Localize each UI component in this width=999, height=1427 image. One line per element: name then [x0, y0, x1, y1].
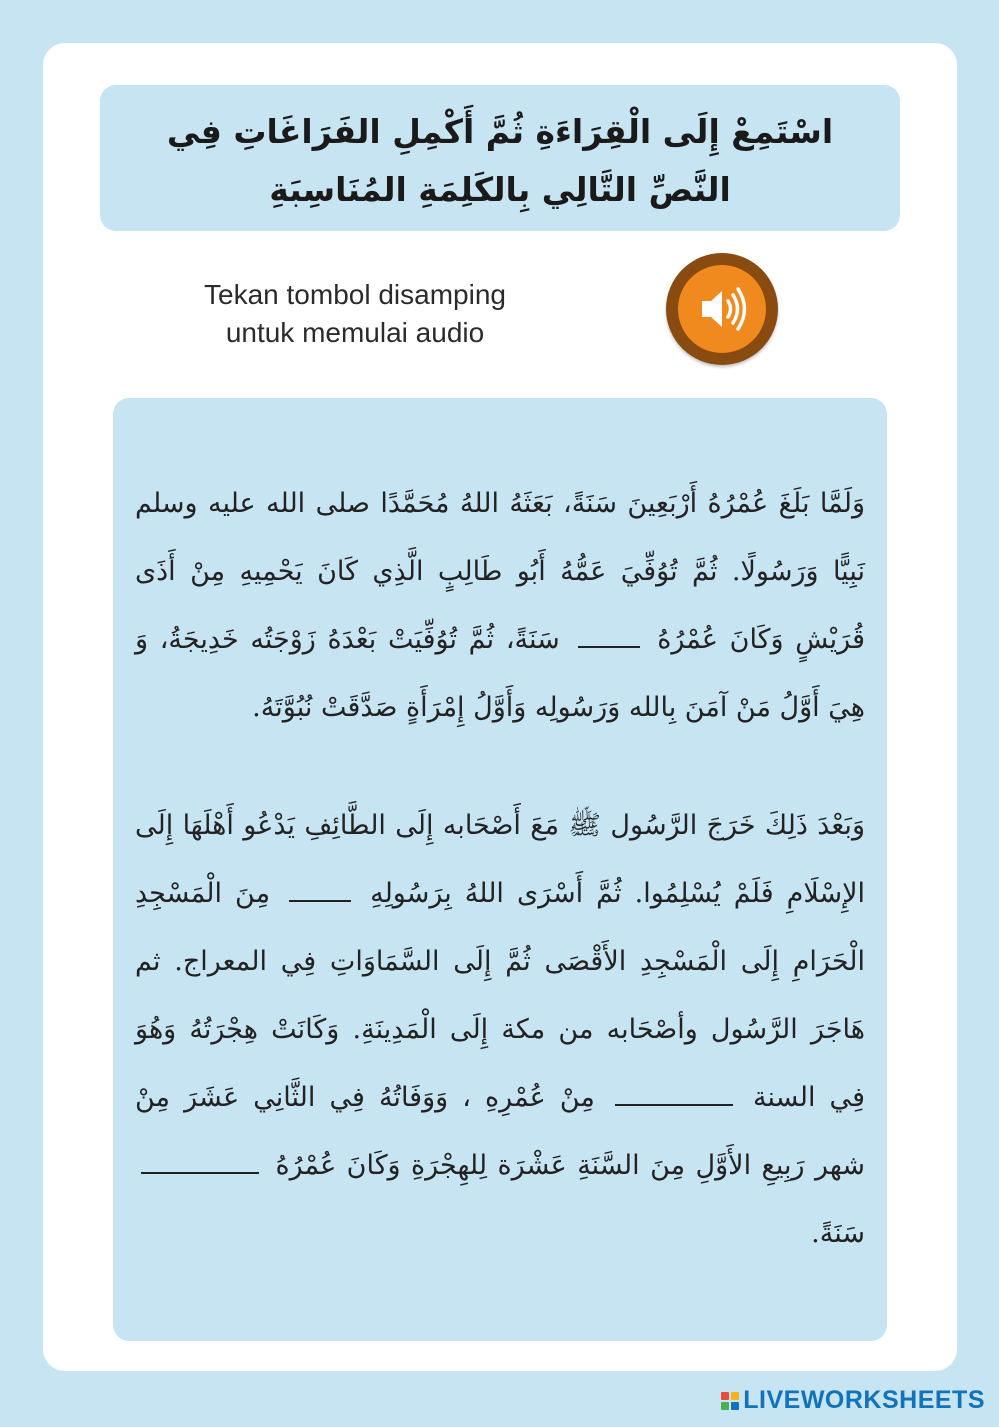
brand-name: LIVEWORKSHEETS	[743, 1386, 985, 1414]
audio-button-face	[678, 265, 766, 353]
logo-square	[731, 1392, 739, 1400]
passage-text: وَبَعْدَ ذَلِكَ خَرَجَ الرَّسُول ﷺ مَعَ أَصْحَابه إِلَى الطَّائِفِ يَدْعُو أَهْلَهَا إِلَى الإِسْلَامِ فَلَمْ يُسْلِمُوا. ثُمَّ أَسْرَى اللهُ بِرَسُولِهِ	[135, 810, 865, 909]
passage-paragraph-2	[135, 792, 865, 1268]
passage-text: سَنَةً.	[811, 1218, 865, 1249]
answer-blank-3[interactable]	[615, 1102, 733, 1106]
passage-text: سَنَةً، ثُمَّ تُوُفِّيَتْ بَعْدَهُ زَوْجَتُه خَدِيجَةُ، وَ هِيَ أَوَّلُ مَنْ آمَنَ بِالله وَرَسُولِه وَأَوَّلُ إِمْرَأَةٍ صَدَّقَتْ نُبُوَّتَهُ.	[135, 624, 865, 723]
liveworksheets-footer	[721, 1386, 985, 1415]
answer-blank-1[interactable]	[578, 644, 640, 648]
answer-blank-4[interactable]	[141, 1170, 259, 1174]
passage-text: مِنَ الْمَسْجِدِ الْحَرَامِ إِلَى الْمَسْجِدِ الأَقْصَى ثُمَّ إِلَى السَّمَاوَاتِ فِي المعراج. ثم هَاجَرَ الرَّسُول وأصْحَابه من مكة إِلَى الْمَدِينَةِ. وَكَانَتْ هِجْرَتُهُ وَهُوَ فِي السنة	[135, 878, 865, 1113]
logo-square	[731, 1402, 739, 1410]
logo-square	[721, 1402, 729, 1410]
audio-instruction	[150, 276, 560, 352]
passage-text: مِنْ عُمْرِهِ ، وَوَفَاتُهُ فِي الثَّانِي عَشَرَ مِنْ شهر رَبِيعِ الأَوَّلِ مِنَ السَّنَةِ عَشْرَة لِلهِجْرَةِ وَكَانَ عُمْرُهُ	[135, 1082, 865, 1181]
audio-instruction-line-2: untuk memulai audio	[225, 317, 485, 348]
instruction-title-box	[100, 85, 900, 231]
passage-text: وَلَمَّا بَلَغَ عُمْرُهُ أَرْبَعِينَ سَنَةً، بَعَثَهُ اللهُ مُحَمَّدًا صلى الله عليه وسلم نَبِيًّا وَرَسُولًا. ثُمَّ تُوُفِّيَ عَمُّهُ أَبُو طَالِبٍ الَّذِي كَانَ يَحْمِيهِ مِنْ أَذَى قُرَيْشٍ وَكَانَ عُمْرُهُ	[135, 488, 865, 655]
reading-passage	[113, 398, 887, 1341]
answer-blank-2[interactable]	[289, 898, 351, 902]
liveworksheets-logo-icon	[721, 1392, 739, 1410]
logo-square	[721, 1392, 729, 1400]
play-audio-button[interactable]	[666, 253, 778, 365]
audio-instruction-line-1: Tekan tombol disamping	[204, 279, 506, 310]
speaker-icon	[678, 265, 766, 353]
page-title: اسْتَمِعْ إِلَى الْقِرَاءَةِ ثُمَّ أَكْمِلِ الفَرَاغَاتِ فِي النَّصِّ التَّالِي بِالكَلِمَةِ المُنَاسِبَةِ	[166, 112, 834, 209]
passage-paragraph-1	[135, 470, 865, 742]
